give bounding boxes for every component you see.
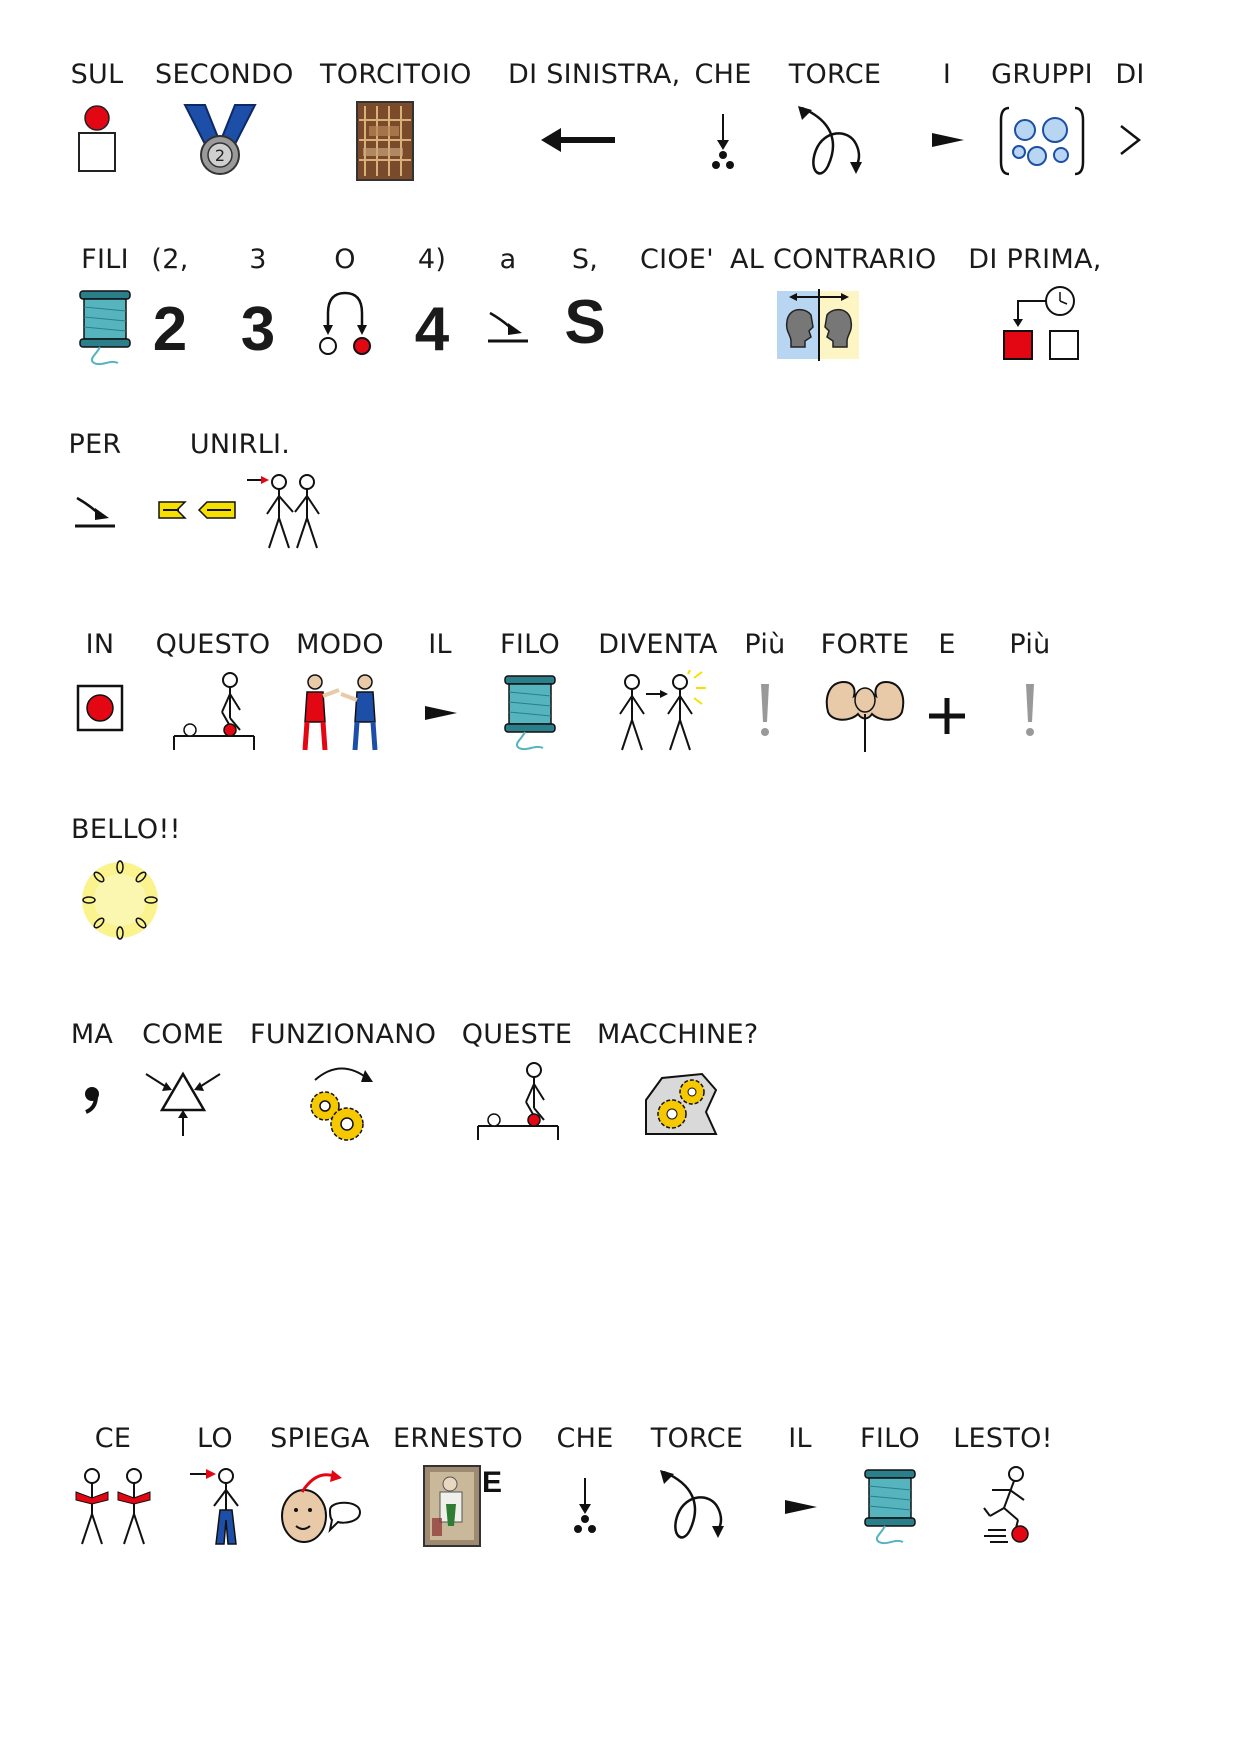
fast-runner-icon [938,1464,1068,1554]
word-label: LO [197,1423,233,1454]
word-label: TORCE [788,59,882,90]
word-cell [588,628,728,778]
beautiful-sparkle-icon [55,855,185,945]
word-cell [770,58,900,208]
word-label: CE [94,1423,132,1454]
twisting-machine-photo [320,100,450,190]
word-label: TORCE [650,1423,744,1454]
word-label: UNIRLI. [189,429,291,460]
symbol-line [0,1422,1241,1572]
letter-s-glyph: S [564,288,606,357]
word-label: GRUPPI [991,59,1093,90]
word-label: MODO [296,629,384,660]
word-label: FILO [859,1423,921,1454]
symbol-line [0,628,1241,778]
ernesto-photo [393,1464,523,1554]
that-dots-icon [658,100,788,190]
word-label: AL CONTRARIO [730,244,937,275]
inside-square-icon [35,670,165,760]
word-cell [985,628,1075,778]
word-cell [255,1422,385,1572]
word-label: COME [142,1019,224,1050]
word-label: I [942,59,952,90]
word-cell [452,1018,582,1168]
symbol-line [0,243,1241,393]
word-label: CHE [694,59,752,90]
thread-spool-icon [465,670,595,760]
thread-spool-icon [825,1464,955,1554]
word-label: QUESTE [461,1019,573,1050]
photo-badge-letter: E [481,1466,503,1499]
word-label: (2, [151,244,189,275]
word-label: SUL [70,59,124,90]
word-label: 3 [249,244,267,275]
word-label: CIOE' [639,244,715,275]
number-4-glyph: 4 [414,295,450,364]
word-cell [250,1018,437,1168]
for-arrow-icon [30,470,160,560]
word-label: MA [70,1019,114,1050]
word-label: IN [85,629,115,660]
word-label: DIVENTA [598,629,718,660]
word-label: DI SINISTRA, [508,59,681,90]
word-cell [213,243,303,393]
word-cell [148,628,278,778]
word-cell [300,243,390,393]
word-label: E [938,629,956,660]
or-choice-icon [300,285,390,375]
word-cell [393,1422,523,1572]
word-label: Più [1009,629,1051,660]
exclamation-icon [720,670,810,760]
explain-face-icon [255,1464,385,1554]
word-cell [508,58,681,208]
word-label: 4) [417,244,447,275]
word-cell [825,1422,955,1572]
word-cell [1075,58,1185,208]
opposite-heads-icon [730,285,905,375]
word-cell [150,428,330,578]
word-cell [902,628,992,778]
word-label: Più [744,629,786,660]
word-cell [55,813,185,963]
become-icon [588,670,728,760]
word-label: S, [571,244,599,275]
word-label: FILO [499,629,561,660]
word-label: MACCHINE? [597,1019,759,1050]
machine-gears-icon [597,1060,757,1150]
this-person-icon [148,670,278,760]
join-people-icon [150,470,330,560]
of-chevron-icon [1075,100,1185,190]
word-label: FORTE [820,629,910,660]
arrow-left-icon [508,100,648,190]
word-cell [125,243,215,393]
word-label: BELLO!! [71,814,181,845]
on-top-icon [32,100,162,190]
word-cell [540,243,630,393]
symbol-line [0,813,1241,963]
symbol-line [0,58,1241,208]
svg-text:2: 2 [214,146,226,165]
word-label: IL [788,1423,812,1454]
word-label: FUNZIONANO [250,1019,437,1050]
word-cell [658,58,788,208]
word-label: FILI [81,244,129,275]
symbol-line [0,1018,1241,1168]
word-cell [155,58,294,208]
word-cell [465,628,595,778]
word-cell [597,1018,757,1168]
word-cell [320,58,472,208]
word-label: O [334,244,356,275]
word-label: IL [428,629,452,660]
word-label: TORCITOIO [320,59,472,90]
word-cell [35,628,165,778]
before-clock-icon [960,285,1110,375]
word-cell [720,628,810,778]
word-label: PER [68,429,122,460]
second-medal-icon [155,100,285,190]
word-label: SPIEGA [270,1423,370,1454]
word-cell [520,1422,650,1572]
gears-work-icon [250,1060,430,1150]
word-label: CHE [556,1423,614,1454]
word-label: a [499,244,517,275]
word-cell [118,1018,248,1168]
number-2-glyph: 2 [152,295,188,364]
word-label: ERNESTO [393,1423,524,1454]
word-label: QUESTO [155,629,271,660]
word-label: DI PRIMA, [968,244,1102,275]
word-label: LESTO! [953,1423,1053,1454]
word-cell [960,243,1110,393]
word-cell [627,243,727,393]
word-cell [32,58,162,208]
exclamation-icon [985,670,1075,760]
this-person-icon [452,1060,582,1150]
word-cell [730,243,937,393]
number-3-glyph: 3 [240,295,276,364]
word-label: DI [1115,59,1145,90]
word-cell [30,428,160,578]
twist-icon [770,100,900,190]
plus-icon [902,670,992,760]
word-cell [938,1422,1068,1572]
symbol-line [0,428,1241,578]
that-dots-icon [520,1464,650,1554]
how-triangle-icon [118,1060,248,1150]
word-label: SECONDO [155,59,294,90]
